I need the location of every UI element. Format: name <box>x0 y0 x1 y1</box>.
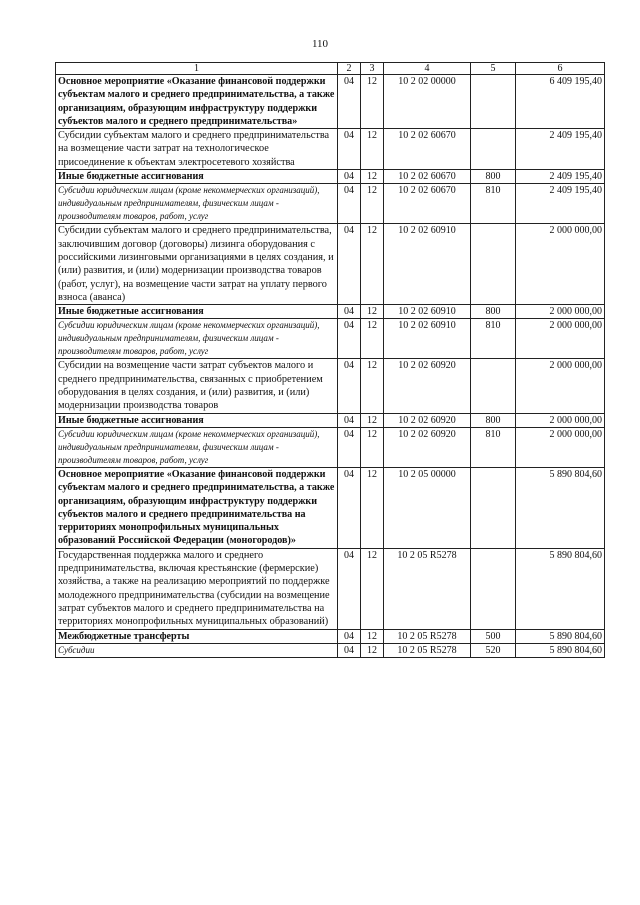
row-name-cell: Иные бюджетные ассигнования <box>56 413 338 427</box>
row-section-cell: 04 <box>338 467 361 548</box>
row-target-article-cell: 10 2 02 60920 <box>384 413 471 427</box>
row-section-cell: 04 <box>338 548 361 629</box>
row-target-article-cell: 10 2 02 60920 <box>384 359 471 413</box>
table-row <box>56 427 605 467</box>
row-name-cell: Субсидии субъектам малого и среднего предпринимательства на возмещение части затрат на технологическое присоединение к объектам электросетевого хозяйства <box>56 129 338 170</box>
row-subsection-cell: 12 <box>361 427 384 467</box>
row-subsection-cell: 12 <box>361 170 384 184</box>
row-amount-cell: 6 409 195,40 <box>516 75 605 129</box>
row-name-cell: Субсидии юридическим лицам (кроме некоммерческих организаций), индивидуальным предпринимателям, физическим лицам - производителям товаров, работ, услуг <box>56 427 338 467</box>
row-target-article-cell: 10 2 05 R5278 <box>384 548 471 629</box>
row-subsection-cell: 12 <box>361 548 384 629</box>
row-target-article-cell: 10 2 05 R5278 <box>384 643 471 657</box>
row-subsection-cell: 12 <box>361 359 384 413</box>
row-target-article-cell: 10 2 02 60670 <box>384 184 471 224</box>
row-subsection-cell: 12 <box>361 224 384 305</box>
row-expense-type-cell: 500 <box>471 629 516 643</box>
column-header: 2 <box>338 63 361 75</box>
table-row <box>56 643 605 657</box>
row-subsection-cell: 12 <box>361 129 384 170</box>
table-row <box>56 413 605 427</box>
row-subsection-cell: 12 <box>361 643 384 657</box>
row-expense-type-cell <box>471 548 516 629</box>
row-name-cell: Основное мероприятие «Оказание финансовой поддержки субъектам малого и среднего предпринимательства, а также организациям, образующим инфраструктуру поддержки субъектов малого и среднего предпринимательства» <box>56 75 338 129</box>
row-name-cell: Субсидии субъектам малого и среднего предпринимательства, заключившим договор (договоры) лизинга оборудования с российскими лизинговыми организациями в целях создания, и (или) развития, и (или) модернизации производства товаров (работ, услуг), на возмещение части затрат на уплату первого взноса (аванса) <box>56 224 338 305</box>
row-expense-type-cell: 810 <box>471 319 516 359</box>
table-row <box>56 629 605 643</box>
row-name-cell: Субсидии на возмещение части затрат субъектов малого и среднего предпринимательства, связанных с приобретением оборудования в целях создания, и (или) развития, и (или) модернизации производства товаров <box>56 359 338 413</box>
row-section-cell: 04 <box>338 427 361 467</box>
row-section-cell: 04 <box>338 224 361 305</box>
row-amount-cell: 2 409 195,40 <box>516 184 605 224</box>
row-expense-type-cell: 800 <box>471 413 516 427</box>
row-amount-cell: 5 890 804,60 <box>516 548 605 629</box>
row-amount-cell: 2 409 195,40 <box>516 129 605 170</box>
row-expense-type-cell <box>471 75 516 129</box>
table-row <box>56 305 605 319</box>
row-section-cell: 04 <box>338 305 361 319</box>
row-name-cell: Иные бюджетные ассигнования <box>56 170 338 184</box>
row-section-cell: 04 <box>338 643 361 657</box>
row-subsection-cell: 12 <box>361 75 384 129</box>
row-name-cell: Межбюджетные трансферты <box>56 629 338 643</box>
row-amount-cell: 2 000 000,00 <box>516 413 605 427</box>
column-header: 3 <box>361 63 384 75</box>
row-target-article-cell: 10 2 05 00000 <box>384 467 471 548</box>
row-amount-cell: 5 890 804,60 <box>516 467 605 548</box>
table-row <box>56 170 605 184</box>
row-amount-cell: 5 890 804,60 <box>516 643 605 657</box>
row-expense-type-cell: 800 <box>471 305 516 319</box>
row-amount-cell: 2 000 000,00 <box>516 319 605 359</box>
row-target-article-cell: 10 2 02 60910 <box>384 319 471 359</box>
row-name-cell: Иные бюджетные ассигнования <box>56 305 338 319</box>
row-expense-type-cell: 520 <box>471 643 516 657</box>
column-header: 4 <box>384 63 471 75</box>
row-target-article-cell: 10 2 02 60910 <box>384 224 471 305</box>
row-subsection-cell: 12 <box>361 305 384 319</box>
row-target-article-cell: 10 2 02 60670 <box>384 129 471 170</box>
row-amount-cell: 5 890 804,60 <box>516 629 605 643</box>
table-row <box>56 224 605 305</box>
row-expense-type-cell <box>471 359 516 413</box>
row-target-article-cell: 10 2 02 60920 <box>384 427 471 467</box>
row-amount-cell: 2 000 000,00 <box>516 427 605 467</box>
row-amount-cell: 2 409 195,40 <box>516 170 605 184</box>
row-name-cell: Субсидии юридическим лицам (кроме некоммерческих организаций), индивидуальным предпринимателям, физическим лицам - производителям товаров, работ, услуг <box>56 319 338 359</box>
row-amount-cell: 2 000 000,00 <box>516 224 605 305</box>
row-section-cell: 04 <box>338 359 361 413</box>
row-amount-cell: 2 000 000,00 <box>516 359 605 413</box>
row-target-article-cell: 10 2 02 60910 <box>384 305 471 319</box>
table-header-row <box>56 63 605 75</box>
budget-table <box>55 62 605 658</box>
row-section-cell: 04 <box>338 319 361 359</box>
row-name-cell: Субсидии <box>56 643 338 657</box>
table-row <box>56 467 605 548</box>
row-target-article-cell: 10 2 05 R5278 <box>384 629 471 643</box>
row-section-cell: 04 <box>338 629 361 643</box>
table-row <box>56 129 605 170</box>
row-target-article-cell: 10 2 02 00000 <box>384 75 471 129</box>
row-expense-type-cell: 800 <box>471 170 516 184</box>
column-header: 1 <box>56 63 338 75</box>
row-target-article-cell: 10 2 02 60670 <box>384 170 471 184</box>
row-section-cell: 04 <box>338 170 361 184</box>
row-name-cell: Государственная поддержка малого и среднего предпринимательства, включая крестьянские (фермерские) хозяйства, а также на реализацию мероприятий по поддержке молодежного предпринимательства (субсидии на возмещение затрат субъектов малого и среднего предпринимательства на территориях монопрофильных муниципальных образований) <box>56 548 338 629</box>
row-section-cell: 04 <box>338 75 361 129</box>
row-amount-cell: 2 000 000,00 <box>516 305 605 319</box>
row-section-cell: 04 <box>338 413 361 427</box>
row-name-cell: Субсидии юридическим лицам (кроме некоммерческих организаций), индивидуальным предпринимателям, физическим лицам - производителям товаров, работ, услуг <box>56 184 338 224</box>
row-expense-type-cell <box>471 129 516 170</box>
row-subsection-cell: 12 <box>361 413 384 427</box>
row-subsection-cell: 12 <box>361 467 384 548</box>
row-subsection-cell: 12 <box>361 184 384 224</box>
column-header: 5 <box>471 63 516 75</box>
column-header: 6 <box>516 63 605 75</box>
table-row <box>56 184 605 224</box>
table-row <box>56 75 605 129</box>
row-expense-type-cell: 810 <box>471 427 516 467</box>
row-expense-type-cell <box>471 467 516 548</box>
row-expense-type-cell: 810 <box>471 184 516 224</box>
row-name-cell: Основное мероприятие «Оказание финансовой поддержки субъектам малого и среднего предпринимательства, а также организациям, образующим инфраструктуру поддержки субъектов малого и среднего предпринимательства на территориях монопрофильных муниципальных образований Российской Федерации (моногородов)» <box>56 467 338 548</box>
table-row <box>56 359 605 413</box>
row-expense-type-cell <box>471 224 516 305</box>
row-section-cell: 04 <box>338 129 361 170</box>
page-number: 110 <box>311 38 329 50</box>
table-row <box>56 548 605 629</box>
row-subsection-cell: 12 <box>361 629 384 643</box>
row-subsection-cell: 12 <box>361 319 384 359</box>
table-row <box>56 319 605 359</box>
row-section-cell: 04 <box>338 184 361 224</box>
